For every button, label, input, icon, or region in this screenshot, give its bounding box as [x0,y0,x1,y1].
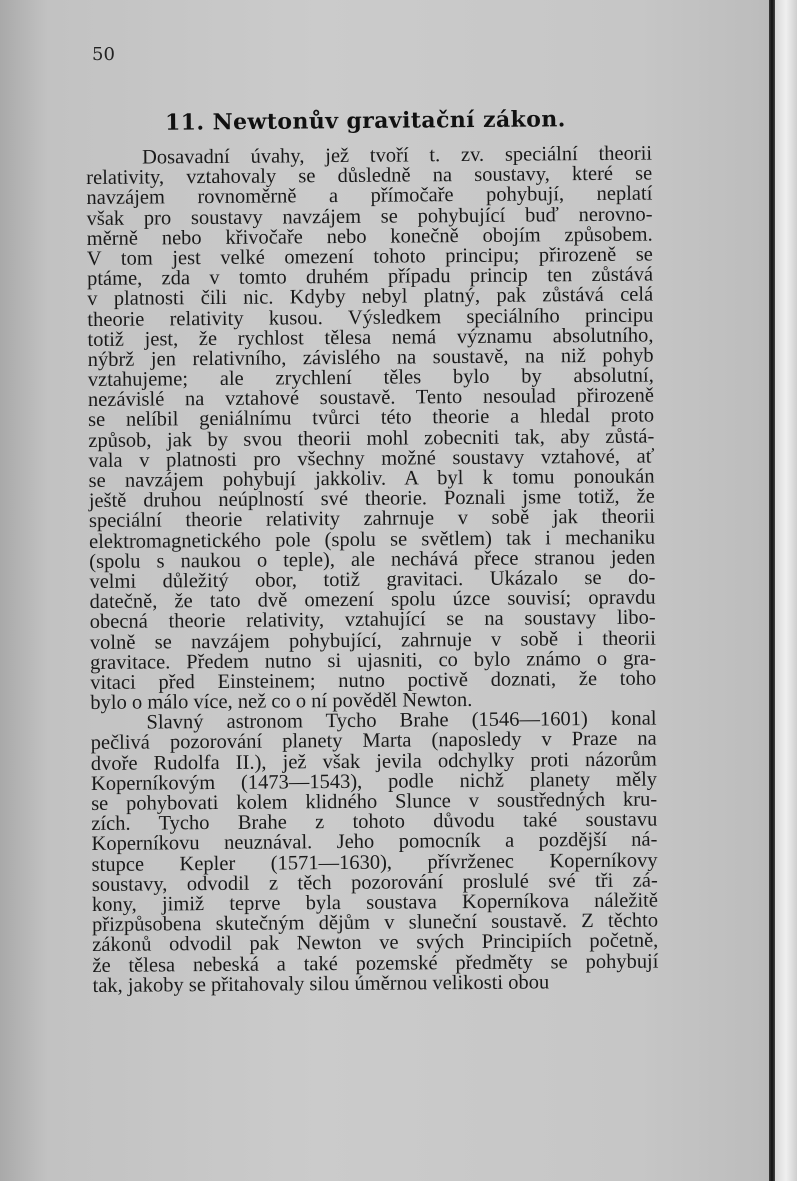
text-line: dvoře Rudolfa II.), jež však jevila odchylky proti názorům [90,748,657,775]
text-line: elektromagnetického pole (spolu se světlem) tak i mechaniku [89,526,656,553]
text-line: vala v platnosti pro všechny možné soustavy vztahové, ať [88,445,655,472]
text-line: V tom jest velké omezení tohoto principu; přirozeně se [86,243,653,270]
text-line: bylo o málo více, než co o ní pověděl Newton. [90,689,473,715]
text-line: totiž jest, že rychlost tělesa nemá významu absolutního, [87,324,654,351]
text-line: měrně nebo křivočaře nebo konečně obojím způsobem. [86,223,653,250]
text-line: nezávislé na vztahové soustavě. Tento nesoulad přirozeně [87,384,655,412]
paragraph-1 [86,144,656,714]
text-line: gravitace. Předem nutno si ujasniti, co bylo známo o gra- [89,647,657,674]
text-line: vitaci před Einsteinem; nutno poctivě doznati, že toho [90,667,657,694]
text-line: obecná theorie relativity, vztahující se na soustavy libo- [89,606,656,634]
text-line: navzájem rovnoměrně a přímočaře pohybují, neplatí [86,182,653,210]
text-line: ještě druhou neúplností své theorie. Poznali jsme totiž, že [88,485,655,513]
text-line: zích. Tycho Brahe z tohoto důvodu také soustavu [91,808,658,836]
text-line: theorie relativity kusou. Výsledkem speciálního principu [87,304,654,331]
text-line: pečlivá pozorování planety Marta (naposledy v Praze na [90,727,657,755]
text-line: Koperníkovým (1473—1543), podle nichž planety měly [90,768,658,795]
text-line: tak, jakoby se přitahovaly silou úměrnou velikosti obou [92,971,550,997]
text-line: stupce Kepler (1571—1630), přívrženec Koperníkovy [91,849,658,876]
text-line: vztahujeme; ale zrychlení těles bylo by absolutní, [87,364,654,392]
text-line: zákonů odvodil pak Newton ve svých Principiích početně, [92,929,659,957]
text-line: nýbrž jen relativního, závislého na soustavě, na niž pohyb [87,344,654,371]
text-line: se pohybovati kolem klidného Slunce v soustředných kru- [91,788,658,815]
text-line: kony, jimiž teprve byla soustava Koperníkova náležitě [91,889,659,916]
text-line: že tělesa nebeská a také pozemské předměty se pohybují [92,950,659,977]
text-line: soustavy, odvodil z těch pozorování proslulé své tři zá- [91,869,658,896]
text-line: Koperníkovu neuznával. Jeho pomocník a pozdější ná- [91,828,658,856]
text-line: volně se navzájem pohybující, zahrnuje v sobě i theorii [89,627,656,654]
section-title: 11. Newtonův gravitační zákon. [164,106,566,136]
text-line: v platnosti čili nic. Kdyby nebyl platný, pak zůstává celá [87,283,654,311]
book-spine [769,0,775,1181]
text-line: způsob, jak by svou theorii mohl zobecniti tak, aby zůstá- [88,425,655,452]
page-number: 50 [92,44,115,65]
text-line: (spolu s naukou o teple), ale nechává přece stranou jeden [89,546,656,573]
text-line: přizpůsobena skutečným dějům v sluneční soustavě. Z těchto [92,909,659,937]
body-text [86,144,659,996]
text-line: Slavný astronom Tycho Brahe (1546—1601) konal [146,707,657,734]
text-line: velmi důležitý obor, totiž gravitaci. Ukázalo se do- [89,566,656,593]
page-edge [775,0,797,1181]
text-line: se nelíbil geniálnímu tvůrci této theorie a hledal proto [88,404,655,432]
paragraph-2 [90,709,658,996]
text-line: datečně, že tato dvě omezení spolu úzce souvisí; opravdu [89,586,656,614]
text-line: relativity, vztahovaly se důsledně na soustavy, které se [86,162,653,190]
text-line: však pro soustavy navzájem se pohybující buď nerovno- [86,203,653,230]
text-line: speciální theorie relativity zahrnuje v sobě jak theorii [88,505,656,533]
text-line: se navzájem pohybují jakkoliv. A byl k tomu ponoukán [88,465,655,492]
text-line: Dosavadní úvahy, jež tvoří t. zv. speciální theorii [141,142,653,169]
text-line: ptáme, zda v tomto druhém případu princip ten zůstává [86,263,654,291]
